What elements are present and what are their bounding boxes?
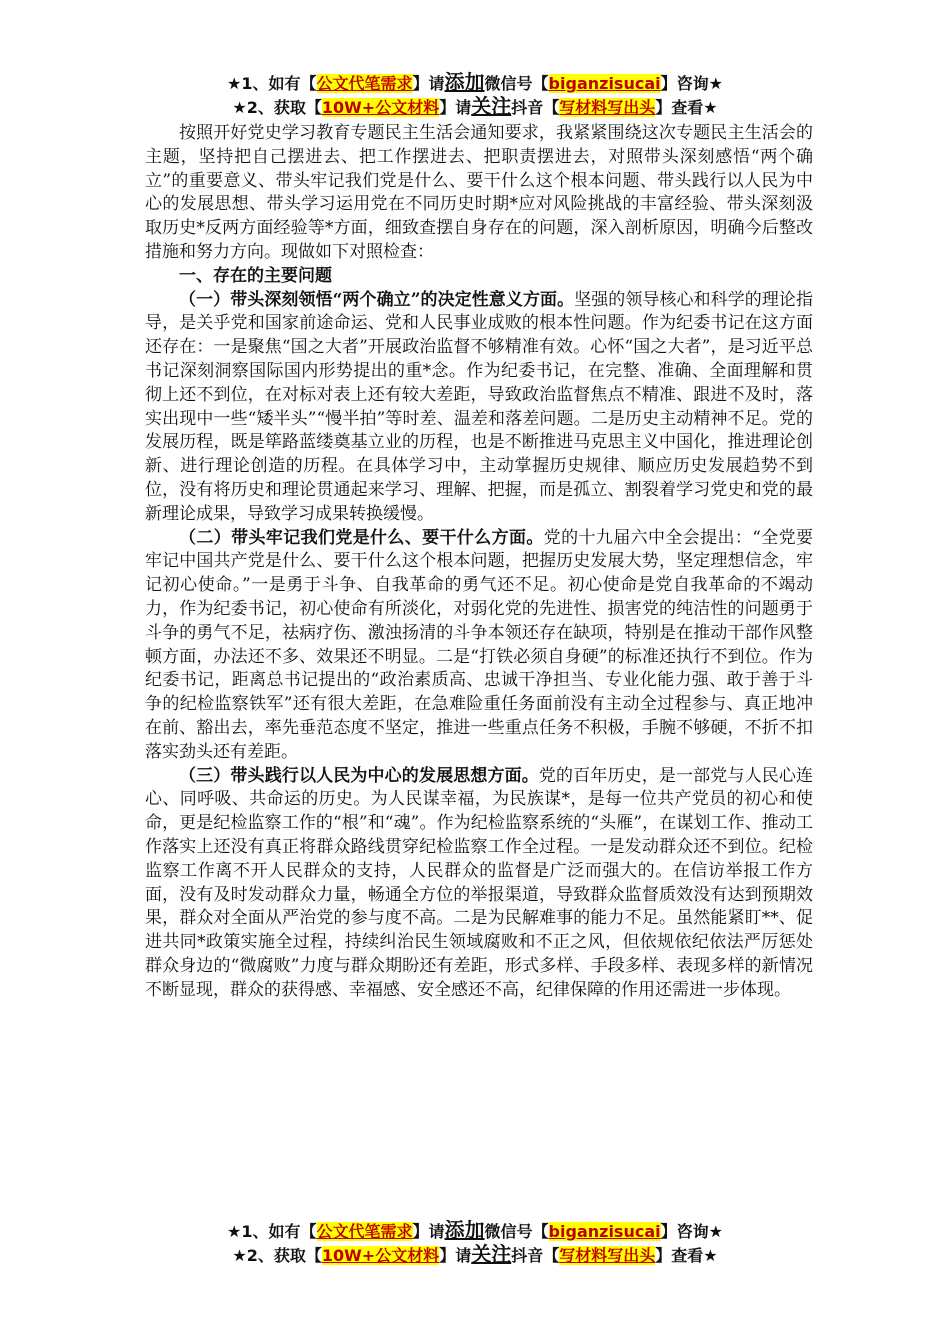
promo-wechat-id: biganzisucai — [548, 1222, 661, 1241]
promo-emphasis: 添加 — [444, 70, 485, 94]
promo-text: 】请 — [439, 98, 472, 117]
bottom-promo-line-2 — [0, 1242, 950, 1268]
promo-suffix: 】查看★ — [655, 98, 718, 117]
bottom-promo-line-1 — [0, 1218, 950, 1244]
promo-text: 】请 — [439, 1246, 472, 1265]
intro-paragraph: 按照开好党史学习教育专题民主生活会通知要求，我紧紧围绕这次专题民主生活会的主题，坚持把自己摆进去、把工作摆进去、把职责摆进去，对照带头深刻感悟“两个确立”的重要意义、带头牢记我们党是什么、要干什么这个根本问题、带头践行以人民为中心的发展思想、带头学习运用党在不同历史时期*应对风险挑战的丰富经验、带头深刻汲取历史*反两方面经验等*方面，细致查摆自身存在的问题，深入剖析原因，明确今后整改措施和努力方向。现做如下对照检查： — [145, 123, 813, 262]
top-promo-line-1 — [0, 70, 950, 96]
promo-suffix: 】咨询★ — [660, 74, 723, 93]
item-title: （三）带头践行以人民为中心的发展思想方面。 — [179, 765, 539, 786]
item-paragraph-3 — [145, 765, 813, 1003]
item-body: 党的十九届六中全会提出：“全党要牢记中国共产党是什么、要干什么这个根本问题，把握历史发展大势，坚定理想信念，牢记初心使命。”一是勇于斗争、自我革命的勇气还不足。初心使命是党自我革命的不竭动力，作为纪委书记，初心使命有所淡化，对弱化党的先进性、损害党的纯洁性的问题勇于斗争的勇气不足，祛病疗伤、激浊扬清的斗争本领还存在缺项，特别是在推动干部作风整顿方面，办法还不多、效果还不明显。二是“打铁必须自身硬”的标准还执行不到位。作为纪委书记，距离总书记提出的“政治素质高、忠诚干净担当、专业化能力强、敢于善于斗争的纪检监察铁军”还有很大差距，在急难险重任务面前没有主动全过程参与、真正地冲在前、豁出去，率先垂范态度不坚定，推进一些重点任务不积极，手腕不够硬，不折不扣落实劲头还有差距。 — [145, 527, 813, 762]
promo-wechat-id: biganzisucai — [548, 74, 661, 93]
promo-prefix: ★2、获取【 — [232, 1246, 322, 1265]
promo-highlight: 公文代笔需求 — [316, 74, 413, 93]
promo-emphasis: 关注 — [471, 94, 512, 118]
promo-emphasis: 关注 — [471, 1242, 512, 1266]
promo-prefix: ★2、获取【 — [232, 98, 322, 117]
item-body: 党的百年历史，是一部党与人民心连心、同呼吸、共命运的历史。为人民谋幸福，为民族谋*，是每一位共产党员的初心和使命，更是纪检监察工作的“根”和“魂”。作为纪检监察系统的“头雁”，在谋划工作、推动工作落实上还没有真正将群众路线贯穿纪检监察工作全过程。一是发动群众还不到位。纪检监察工作离不开人民群众的支持，人民群众的监督是广泛而强大的。在信访举报工作方面，没有及时发动群众力量，畅通全方位的举报渠道，导致群众监督质效没有达到预期效果，群众对全面从严治党的参与度不高。二是为民解难事的能力不足。虽然能紧盯**、促进共同*政策实施全过程，持续纠治民生领域腐败和不正之风，但依规依纪依法严厉惩处群众身边的“微腐败”力度与群众期盼还有差距，形式多样、手段多样、表现多样的新情况不断显现，群众的获得感、幸福感、安全感还不高，纪律保障的作用还需进一步体现。 — [145, 765, 814, 1000]
promo-text: 】请 — [412, 1222, 445, 1241]
promo-text: 微信号【 — [484, 74, 549, 93]
item-paragraph-1 — [145, 289, 813, 527]
promo-highlight: 公文代笔需求 — [316, 1222, 413, 1241]
promo-suffix: 】查看★ — [655, 1246, 718, 1265]
item-title: （二）带头牢记我们党是什么、要干什么方面。 — [179, 527, 544, 548]
document-body — [145, 122, 813, 1002]
item-title: （一）带头深刻领悟“两个确立”的决定性意义方面。 — [179, 289, 575, 310]
section-heading: 一、存在的主要问题 — [179, 265, 332, 286]
promo-text: 微信号【 — [484, 1222, 549, 1241]
promo-prefix: ★1、如有【 — [227, 74, 317, 93]
promo-douyin-id: 写材料写出头 — [559, 98, 656, 117]
promo-suffix: 】咨询★ — [660, 1222, 723, 1241]
promo-highlight: 10W+公文材料 — [321, 98, 440, 117]
item-body: 坚强的领导核心和科学的理论指导，是关乎党和国家前途命运、党和人民事业成败的根本性问题。作为纪委书记在这方面还存在：一是聚焦“国之大者”开展政治监督不够精准有效。心怀“国之大者”，是习近平总书记深刻洞察国际国内形势提出的重*念。作为纪委书记，在完整、准确、全面理解和贯彻上还不到位，在对标对表上还有较大差距，导致政治监督焦点不精准、跟进不及时，落实出现中一些“矮半头”“慢半拍”等时差、温差和落差问题。二是历史主动精神不足。党的发展历程，既是筚路蓝缕奠基立业的历程，也是不断推进马克思主义中国化，推进理论创新、进行理论创造的历程。在具体学习中，主动掌握历史规律、顺应历史发展趋势不到位，没有将历史和理论贯通起来学习、理解、把握，而是孤立、割裂着学习党史和党的最新理论成果，导致学习成果转换缓慢。 — [145, 289, 813, 524]
promo-prefix: ★1、如有【 — [227, 1222, 317, 1241]
promo-douyin-id: 写材料写出头 — [559, 1246, 656, 1265]
top-promo-line-2 — [0, 94, 950, 120]
item-paragraph-2 — [145, 527, 813, 765]
promo-text: 抖音【 — [511, 98, 560, 117]
promo-highlight: 10W+公文材料 — [321, 1246, 440, 1265]
promo-emphasis: 添加 — [444, 1218, 485, 1242]
promo-text: 】请 — [412, 74, 445, 93]
promo-text: 抖音【 — [511, 1246, 560, 1265]
